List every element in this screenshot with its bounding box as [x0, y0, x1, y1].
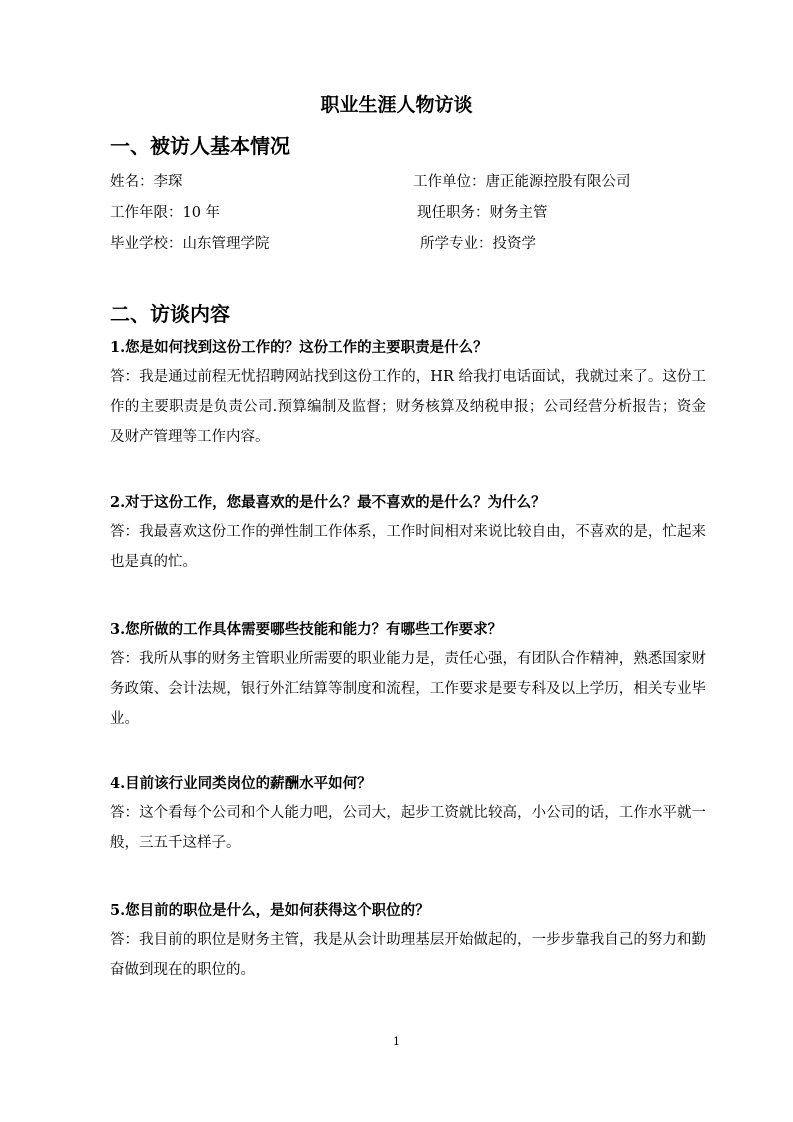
- answer-text: 答：我目前的职位是财务主管，我是从会计助理基层开始做起的，一步步靠我自己的努力和勤奋做到现在的职位的。: [110, 932, 706, 978]
- info-row: [110, 170, 710, 194]
- info-row: [110, 232, 710, 256]
- page-number: 1: [393, 1035, 400, 1048]
- info-row: [110, 201, 710, 225]
- question-text: 5.您目前的职位是什么，是如何获得这个职位的？: [110, 902, 430, 919]
- question-text: 1.您是如何找到这份工作的？这份工作的主要职责是什么？: [110, 339, 488, 356]
- qa-item: [110, 616, 706, 734]
- question-text: 2.对于这份工作，您最喜欢的是什么？最不喜欢的是什么？为什么？: [110, 494, 546, 511]
- qa-item: [110, 897, 706, 985]
- document-title: 职业生涯人物访谈: [320, 94, 473, 116]
- qa-item: [110, 489, 706, 577]
- answer-text: 答：我最喜欢这份工作的弹性制工作体系，工作时间相对来说比较自由，不喜欢的是，忙起来也是真的忙。: [110, 524, 706, 570]
- section-heading-interview: 二、访谈内容: [110, 302, 230, 326]
- info-school: 毕业学校：山东管理学院: [110, 236, 270, 252]
- info-name: 姓名：李琛: [110, 174, 183, 190]
- answer-text: 答：我是通过前程无忧招聘网站找到这份工作的，HR 给我打电话面试，我就过来了。这份工作的主要职责是负责公司.预算编制及监督；财务核算及纳税申报；公司经营分析报告；资金及财产管理等工作内容。: [110, 369, 706, 445]
- answer-text: 答：我所从事的财务主管职业所需要的职业能力是，责任心强，有团队合作精神，熟悉国家财务政策、会计法规，银行外汇结算等制度和流程，工作要求是要专科及以上学历，相关专业毕业。: [110, 651, 706, 727]
- question-text: 4.目前该行业同类岗位的薪酬水平如何？: [110, 775, 372, 792]
- qa-item: [110, 770, 706, 858]
- info-position: 现任职务：财务主管: [417, 205, 548, 221]
- section-heading-basic-info: 一、被访人基本情况: [110, 134, 290, 158]
- question-text: 3.您所做的工作具体需要哪些技能和能力？有哪些工作要求？: [110, 621, 503, 638]
- qa-item: [110, 334, 706, 452]
- answer-text: 答：这个看每个公司和个人能力吧，公司大，起步工资就比较高，小公司的话，工作水平就一般，三五千这样子。: [110, 805, 706, 851]
- info-years: 工作年限：10 年: [110, 205, 221, 221]
- info-employer: 工作单位：唐正能源控股有限公司: [413, 174, 631, 190]
- info-major: 所学专业：投资学: [420, 236, 536, 252]
